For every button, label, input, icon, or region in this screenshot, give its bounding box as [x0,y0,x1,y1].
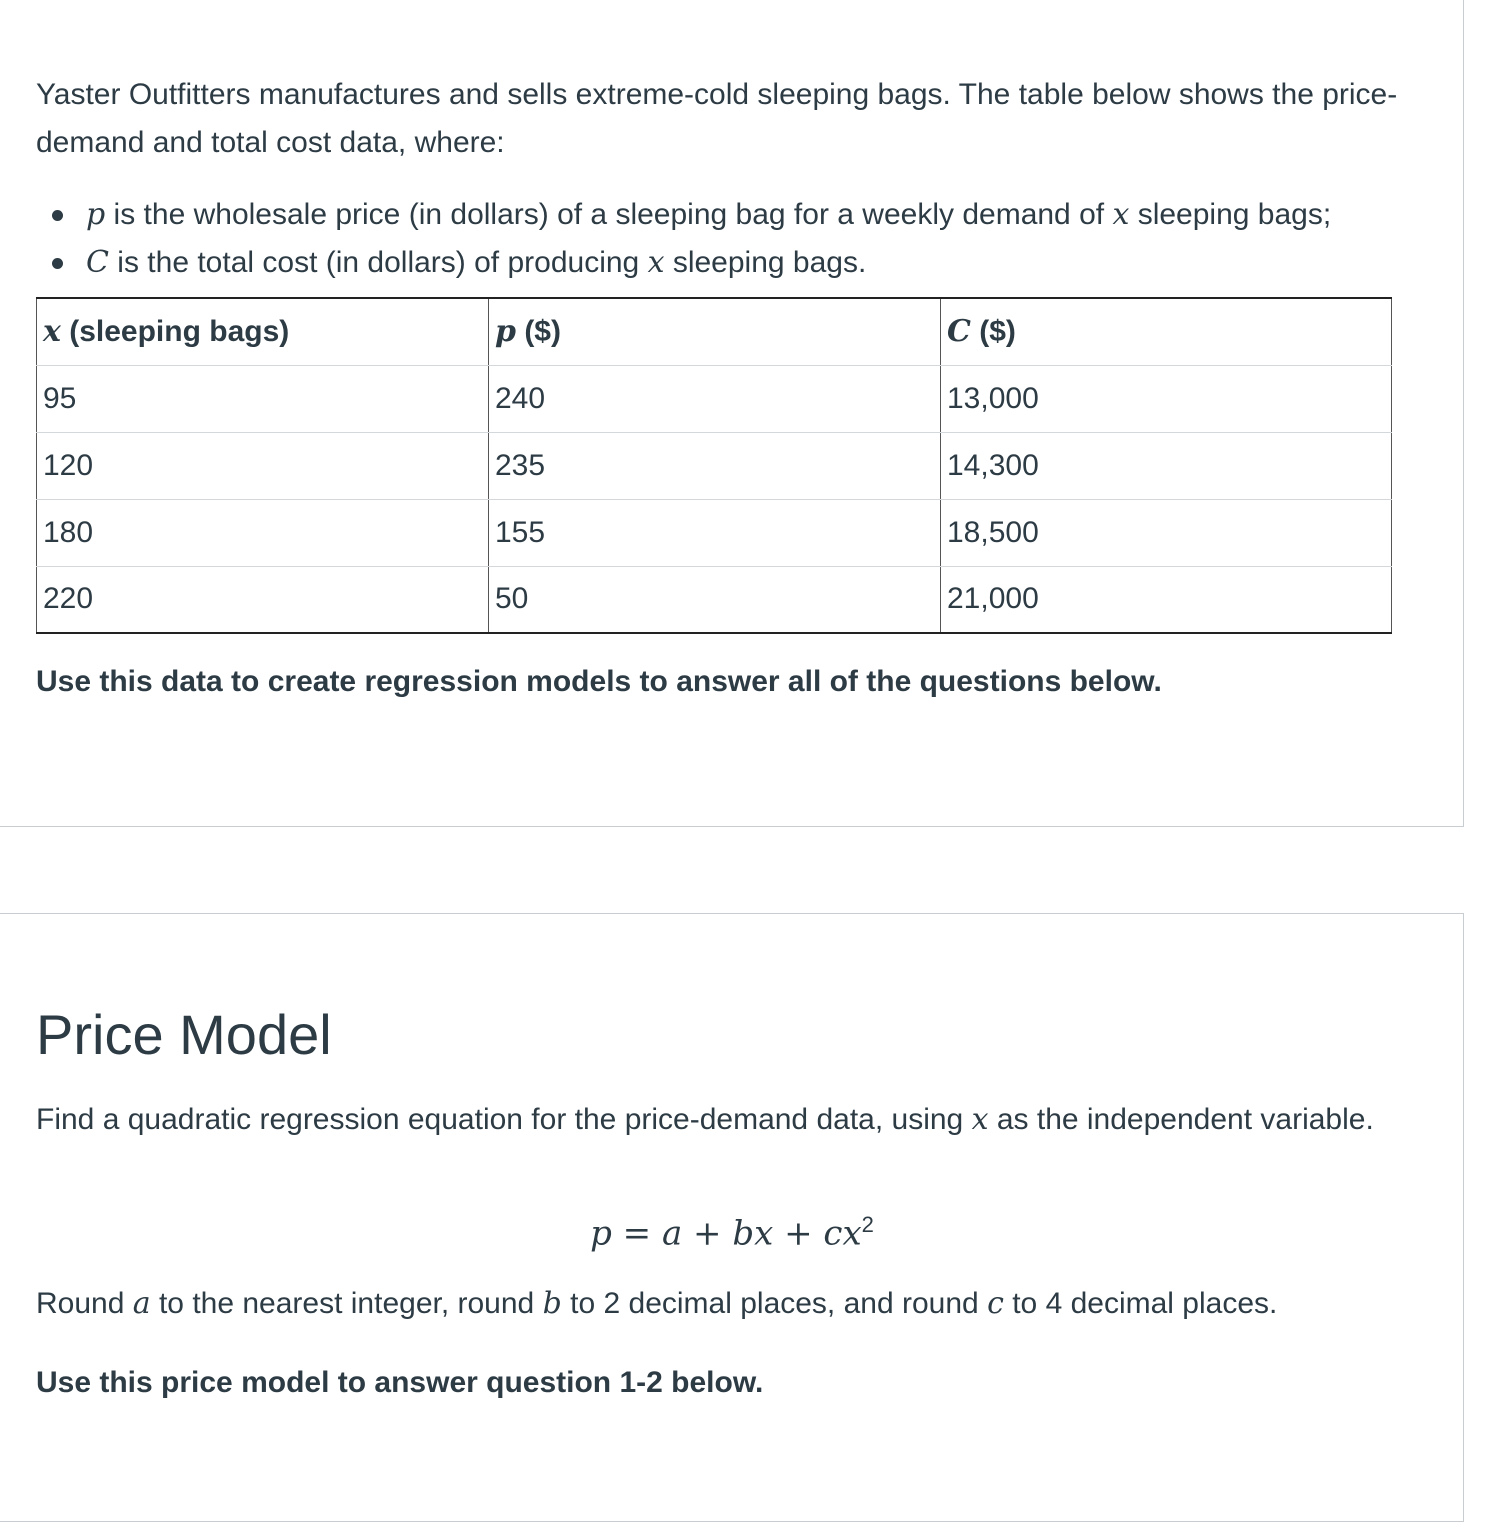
table-cell: 95 [37,365,489,432]
math-symbol: x [647,245,665,280]
table-cell: 120 [37,432,489,499]
math-symbol: c [987,1286,1004,1321]
list-item [36,191,1331,239]
column-header-p [489,298,941,365]
rounding-text: to the nearest integer, round [150,1287,543,1320]
math-symbol: x [971,1102,989,1137]
math-symbol: b [542,1286,562,1321]
list-item [36,239,1331,287]
definition-text: is the total cost (in dollars) of producing [108,246,648,279]
table-cell: 235 [489,432,941,499]
definition-text: sleeping bags; [1129,198,1332,231]
math-symbol: x [1112,197,1130,232]
table-cell: 50 [489,566,941,633]
equation-term-a: a [661,1213,683,1254]
math-symbol: x [43,314,61,350]
question-text [36,1096,1376,1144]
column-header-c [941,298,1392,365]
column-header-x [37,298,489,365]
rounding-instructions [36,1286,1277,1321]
header-label: ($) [970,315,1016,349]
header-label: ($) [515,315,561,349]
math-symbol: a [132,1286,151,1321]
equation-lhs: p [590,1213,612,1254]
table-header-row [37,298,1392,365]
instruction-note: Use this data to create regression models to answer all of the questions below. [36,665,1162,698]
rounding-text: to 2 decimal places, and round [561,1287,988,1320]
instruction-note: Use this price model to answer question 1-2 below. [36,1366,764,1399]
table-cell: 14,300 [941,432,1392,499]
intro-paragraph: Yaster Outfitters manufactures and sells extreme-cold sleeping bags. The table below shows the price-demand and total cost data, where: [36,78,1398,159]
table-cell: 13,000 [941,365,1392,432]
rounding-text: Round [36,1287,133,1320]
table-row [37,432,1392,499]
definition-text: sleeping bags. [664,246,867,279]
definition-list [36,191,1331,287]
table-cell: 220 [37,566,489,633]
header-label: (sleeping bags) [60,315,290,349]
table-cell: 21,000 [941,566,1392,633]
math-symbol: C [86,245,109,280]
equation-plus: + [682,1213,733,1254]
math-symbol: C [947,314,971,350]
equation-term-bx: bx [732,1213,774,1254]
bullet-icon [52,210,63,221]
table-row [37,499,1392,566]
regression-equation [0,1212,1464,1253]
math-symbol: p [86,197,106,232]
section-title: Price Model [36,1003,332,1066]
equation-plus: + [773,1213,824,1254]
math-symbol: p [495,314,516,350]
equation-equals: = [611,1213,662,1254]
question-part: as the independent variable. [988,1103,1374,1136]
definition-text: is the wholesale price (in dollars) of a sleeping bag for a weekly demand of [105,198,1113,231]
table-cell: 180 [37,499,489,566]
rounding-text: to 4 decimal places. [1003,1287,1278,1320]
data-table [36,297,1392,634]
price-model-panel [0,913,1464,1522]
question-part: Find a quadratic regression equation for the price-demand data, using [36,1103,972,1136]
table-cell: 155 [489,499,941,566]
table-cell: 18,500 [941,499,1392,566]
equation-term-cx: cx [823,1213,862,1254]
bullet-icon [52,258,63,269]
equation-exponent: 2 [861,1212,874,1237]
table-row [37,566,1392,633]
table-row [37,365,1392,432]
table-cell: 240 [489,365,941,432]
